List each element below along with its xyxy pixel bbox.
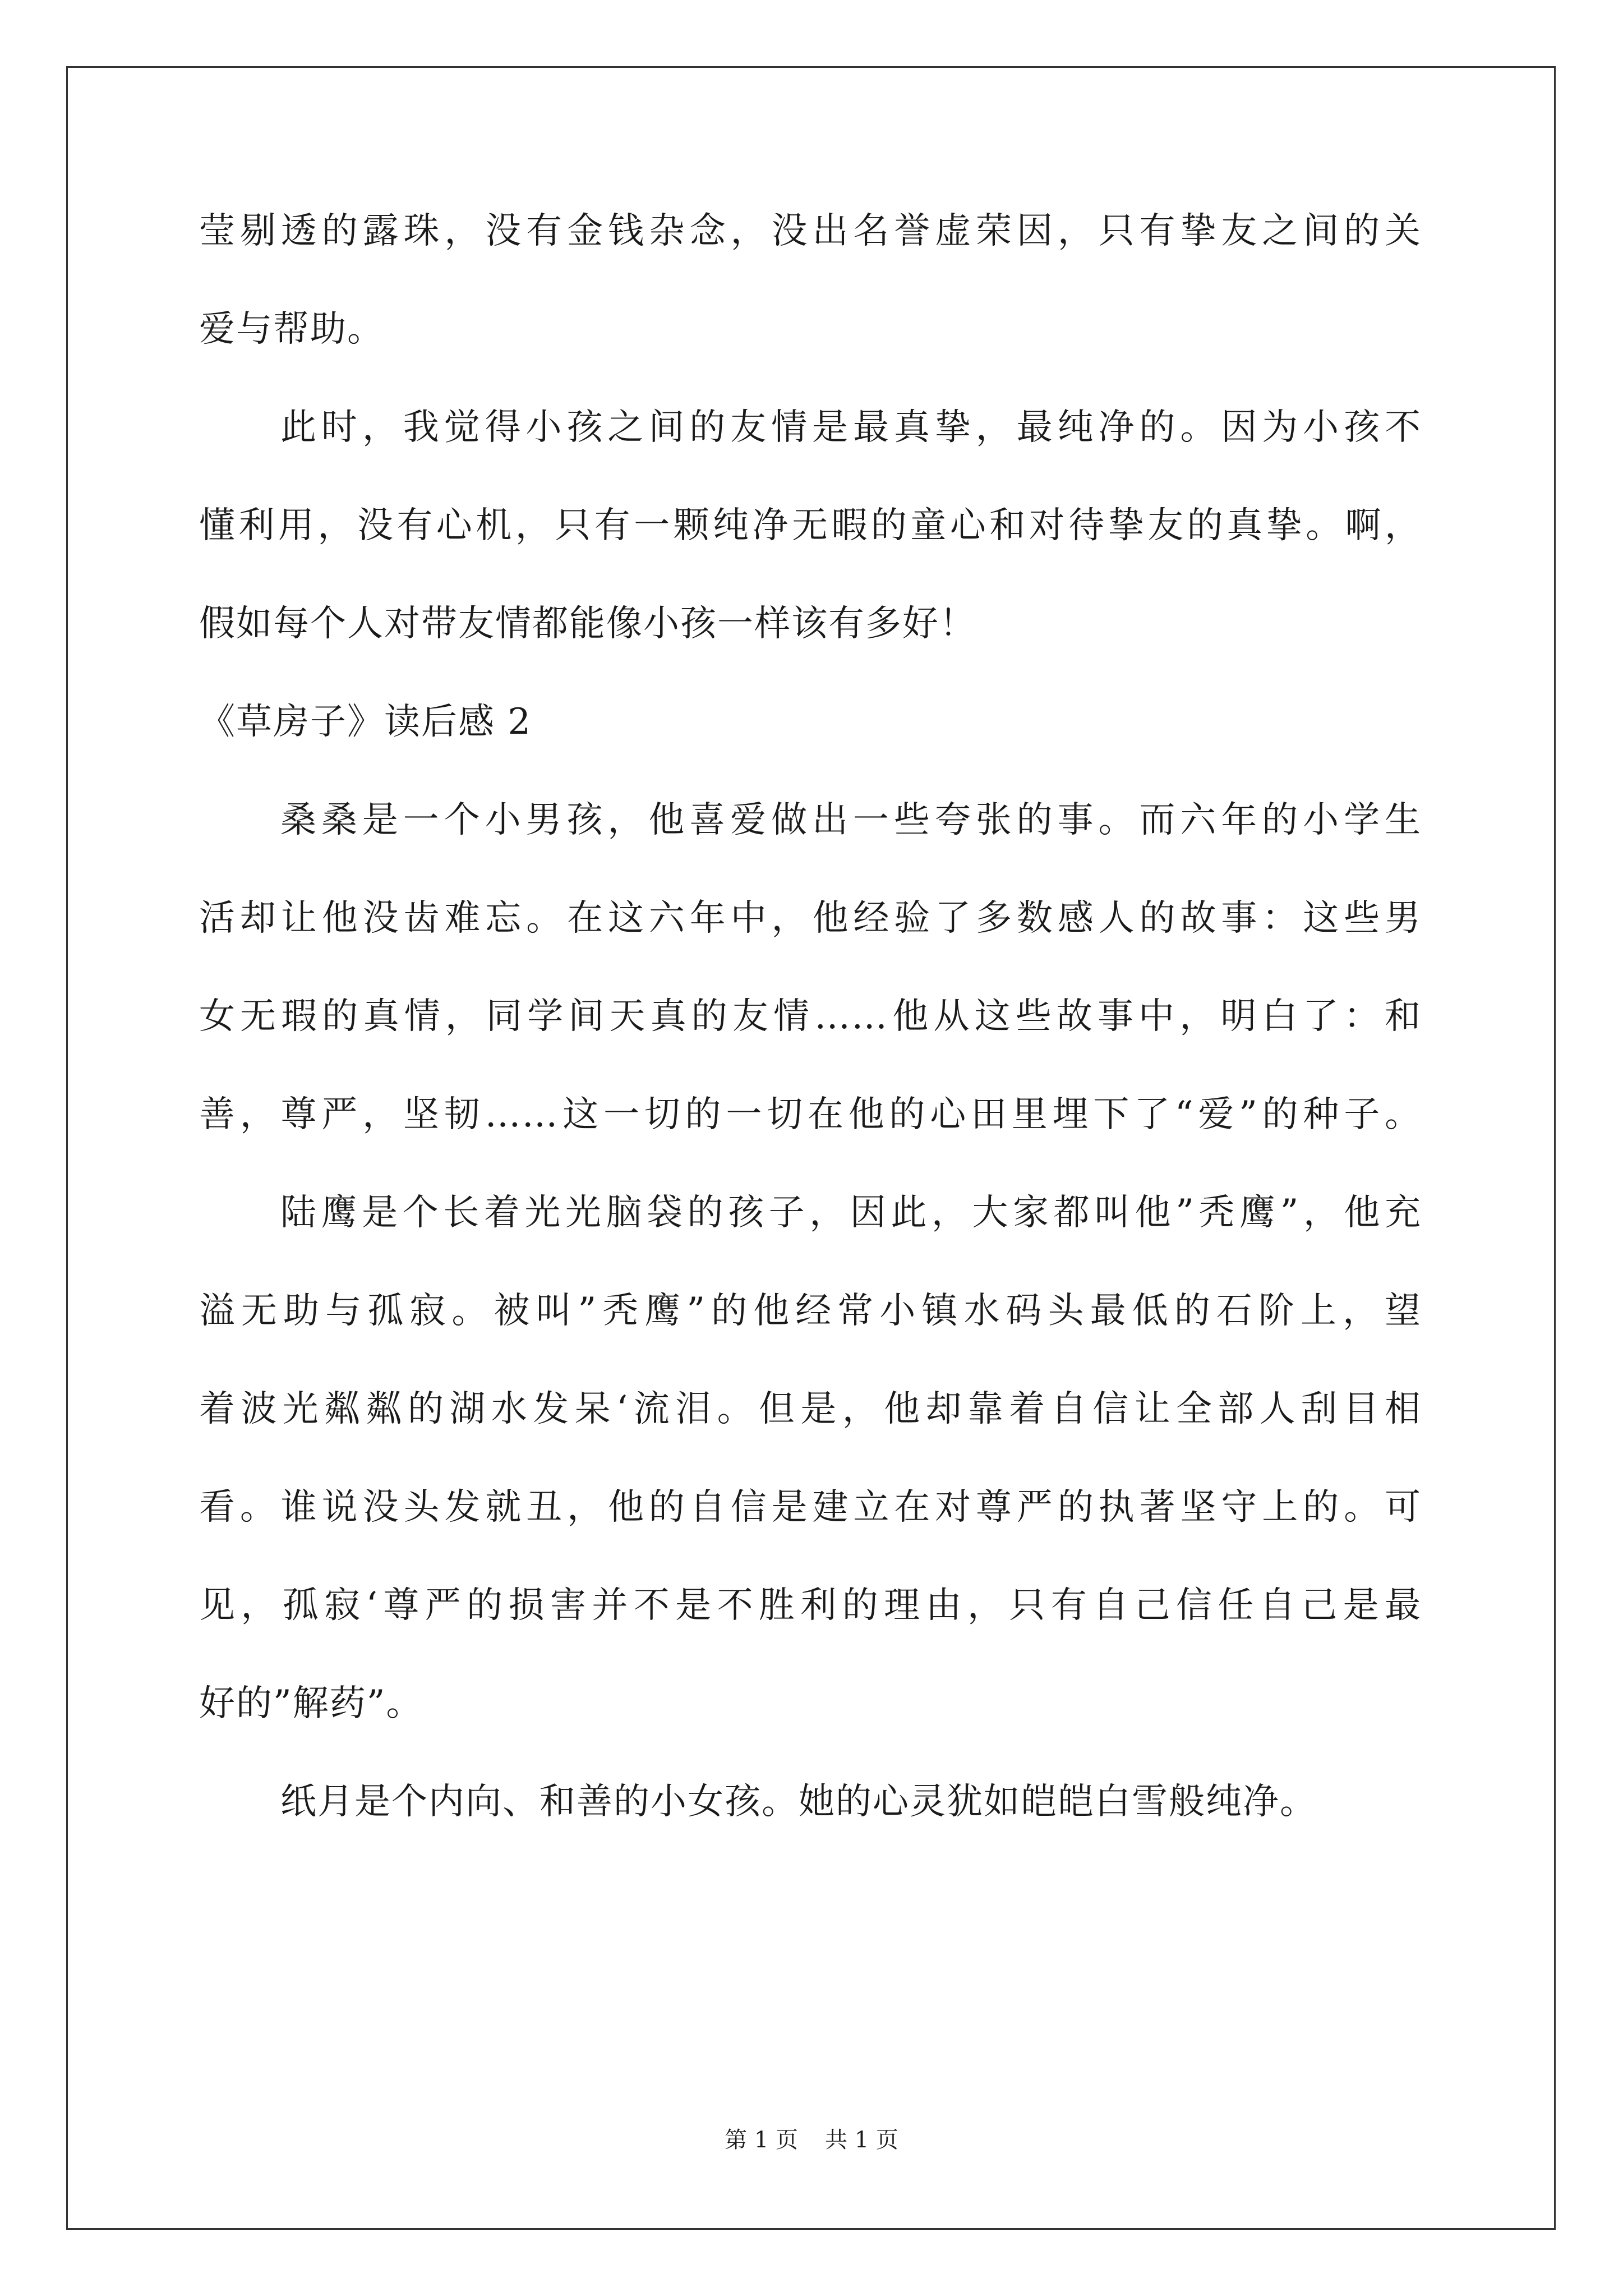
paragraph-line: 陆鹰是个长着光光脑袋的孩子，因此，大家都叫他”秃鹰”，他充 [280,1192,1422,1234]
section-heading: 《草房子》读后感 2 [199,701,532,743]
paragraph-line: 此时，我觉得小孩之间的友情是最真挚，最纯净的。因为小孩不 [280,407,1422,448]
paragraph-line: 活却让他没齿难忘。在这六年中，他经验了多数感人的故事：这些男 [199,898,1422,939]
paragraph-line: 善，尊严，坚韧……这一切的一切在他的心田里埋下了“爱”的种子。 [199,1094,1422,1135]
page-number: 第 1 页 [725,2127,798,2153]
paragraph-line: 纸月是个内向、和善的小女孩。她的心灵犹如皑皑白雪般纯净。 [280,1781,1317,1823]
paragraph-line: 看。谁说没头发就丑，他的自信是建立在对尊严的执著坚守上的。可 [199,1487,1422,1528]
paragraph-line: 桑桑是一个小男孩，他喜爱做出一些夸张的事。而六年的小学生 [280,799,1422,841]
page-total: 共 1 页 [825,2127,898,2153]
paragraph-line: 莹剔透的露珠，没有金钱杂念，没出名誉虚荣因，只有挚友之间的关 [199,210,1422,252]
paragraph-line: 着波光粼粼的湖水发呆‘流泪。但是，他却靠着自信让全部人刮目相 [199,1388,1422,1430]
paragraph-line: 女无瑕的真情，同学间天真的友情……他从这些故事中，明白了：和 [199,996,1422,1037]
paragraph-line: 好的”解药”。 [199,1683,423,1724]
paragraph-line: 见，孤寂‘尊严的损害并不是不胜利的理由，只有自己信任自己是最 [199,1585,1422,1626]
page-border [66,66,1556,2230]
paragraph-line: 爱与帮助。 [199,309,384,350]
page-footer [0,2129,1623,2151]
paragraph-line: 溢无助与孤寂。被叫”秃鹰”的他经常小镇水码头最低的石阶上，望 [199,1290,1422,1332]
paragraph-line: 懂利用，没有心机，只有一颗纯净无暇的童心和对待挚友的真挚。啊， [199,505,1422,546]
paragraph-line: 假如每个人对带友情都能像小孩一样该有多好！ [199,603,976,645]
